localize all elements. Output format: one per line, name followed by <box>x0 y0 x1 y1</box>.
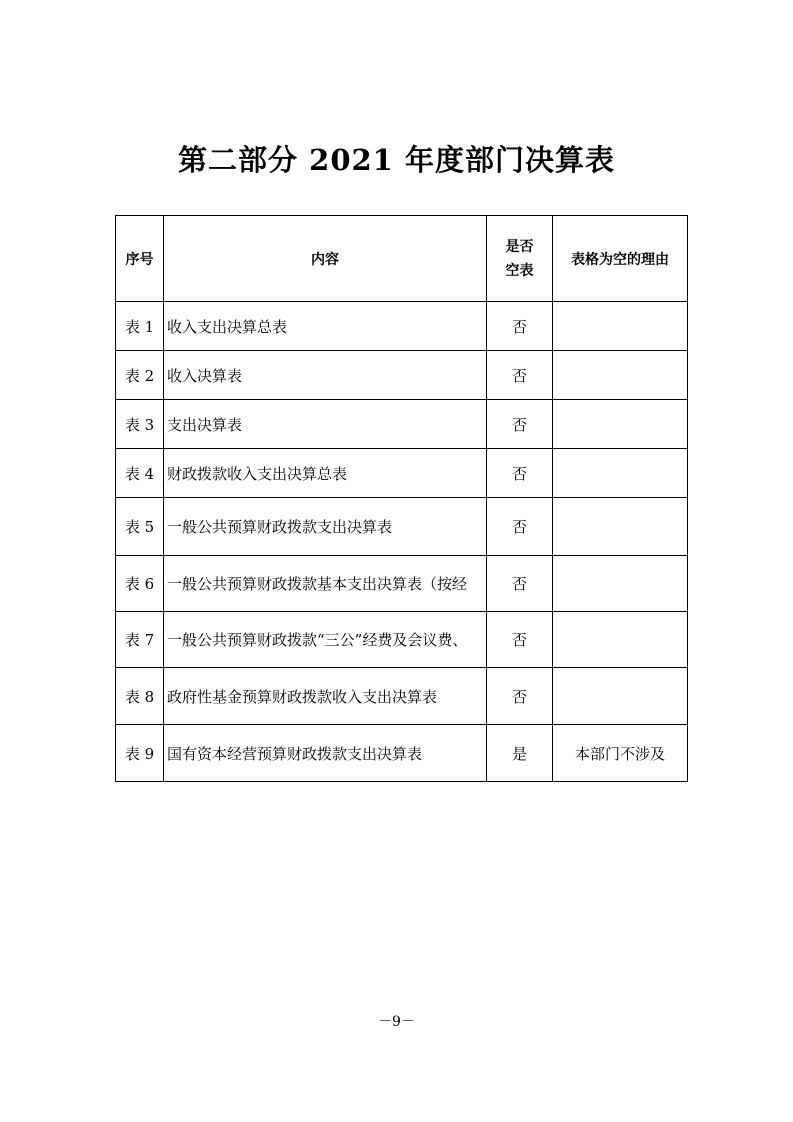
row-name: 政府性基金预算财政拨款收入支出决算表 <box>164 668 487 725</box>
row-reason <box>553 449 688 498</box>
row-no: 表 5 <box>116 498 164 556</box>
row-is-empty: 否 <box>487 400 553 449</box>
row-is-empty: 否 <box>487 302 553 351</box>
header-is-empty-line1: 是否 <box>505 238 534 255</box>
table-row <box>116 556 688 612</box>
row-is-empty: 否 <box>487 449 553 498</box>
row-reason <box>553 668 688 725</box>
row-no: 表 2 <box>116 351 164 400</box>
row-is-empty: 否 <box>487 612 553 668</box>
table-row <box>116 449 688 498</box>
row-no: 表 9 <box>116 725 164 782</box>
row-reason <box>553 612 688 668</box>
page-number: －9－ <box>378 1014 415 1030</box>
row-is-empty: 否 <box>487 556 553 612</box>
header-is-empty-line2: 空表 <box>505 262 534 279</box>
row-no: 表 1 <box>116 302 164 351</box>
row-is-empty: 否 <box>487 668 553 725</box>
row-no: 表 3 <box>116 400 164 449</box>
row-reason: 本部门不涉及 <box>553 725 688 782</box>
row-is-empty: 否 <box>487 351 553 400</box>
row-name: 一般公共预算财政拨款“三公”经费及会议费、 <box>164 612 487 668</box>
row-name: 财政拨款收入支出决算总表 <box>164 449 487 498</box>
budget-table-index <box>115 215 688 782</box>
table-row <box>116 400 688 449</box>
header-reason: 表格为空的理由 <box>553 216 688 302</box>
row-reason <box>553 498 688 556</box>
row-name: 收入决算表 <box>164 351 487 400</box>
row-name: 收入支出决算总表 <box>164 302 487 351</box>
row-reason <box>553 351 688 400</box>
row-no: 表 4 <box>116 449 164 498</box>
row-reason <box>553 302 688 351</box>
row-is-empty: 否 <box>487 498 553 556</box>
header-no: 序号 <box>116 216 164 302</box>
row-name: 一般公共预算财政拨款基本支出决算表（按经 <box>164 556 487 612</box>
header-is-empty <box>487 216 553 302</box>
row-no: 表 7 <box>116 612 164 668</box>
table-row <box>116 498 688 556</box>
row-reason <box>553 556 688 612</box>
header-content: 内容 <box>164 216 487 302</box>
row-name: 一般公共预算财政拨款支出决算表 <box>164 498 487 556</box>
table-header-row <box>116 216 688 302</box>
row-reason <box>553 400 688 449</box>
row-is-empty: 是 <box>487 725 553 782</box>
table-row <box>116 302 688 351</box>
row-no: 表 8 <box>116 668 164 725</box>
row-no: 表 6 <box>116 556 164 612</box>
row-name: 国有资本经营预算财政拨款支出决算表 <box>164 725 487 782</box>
row-name: 支出决算表 <box>164 400 487 449</box>
page-title: 第二部分 2021 年度部门决算表 <box>178 143 615 177</box>
table-row <box>116 612 688 668</box>
table-row <box>116 668 688 725</box>
table-row <box>116 725 688 782</box>
table-row <box>116 351 688 400</box>
